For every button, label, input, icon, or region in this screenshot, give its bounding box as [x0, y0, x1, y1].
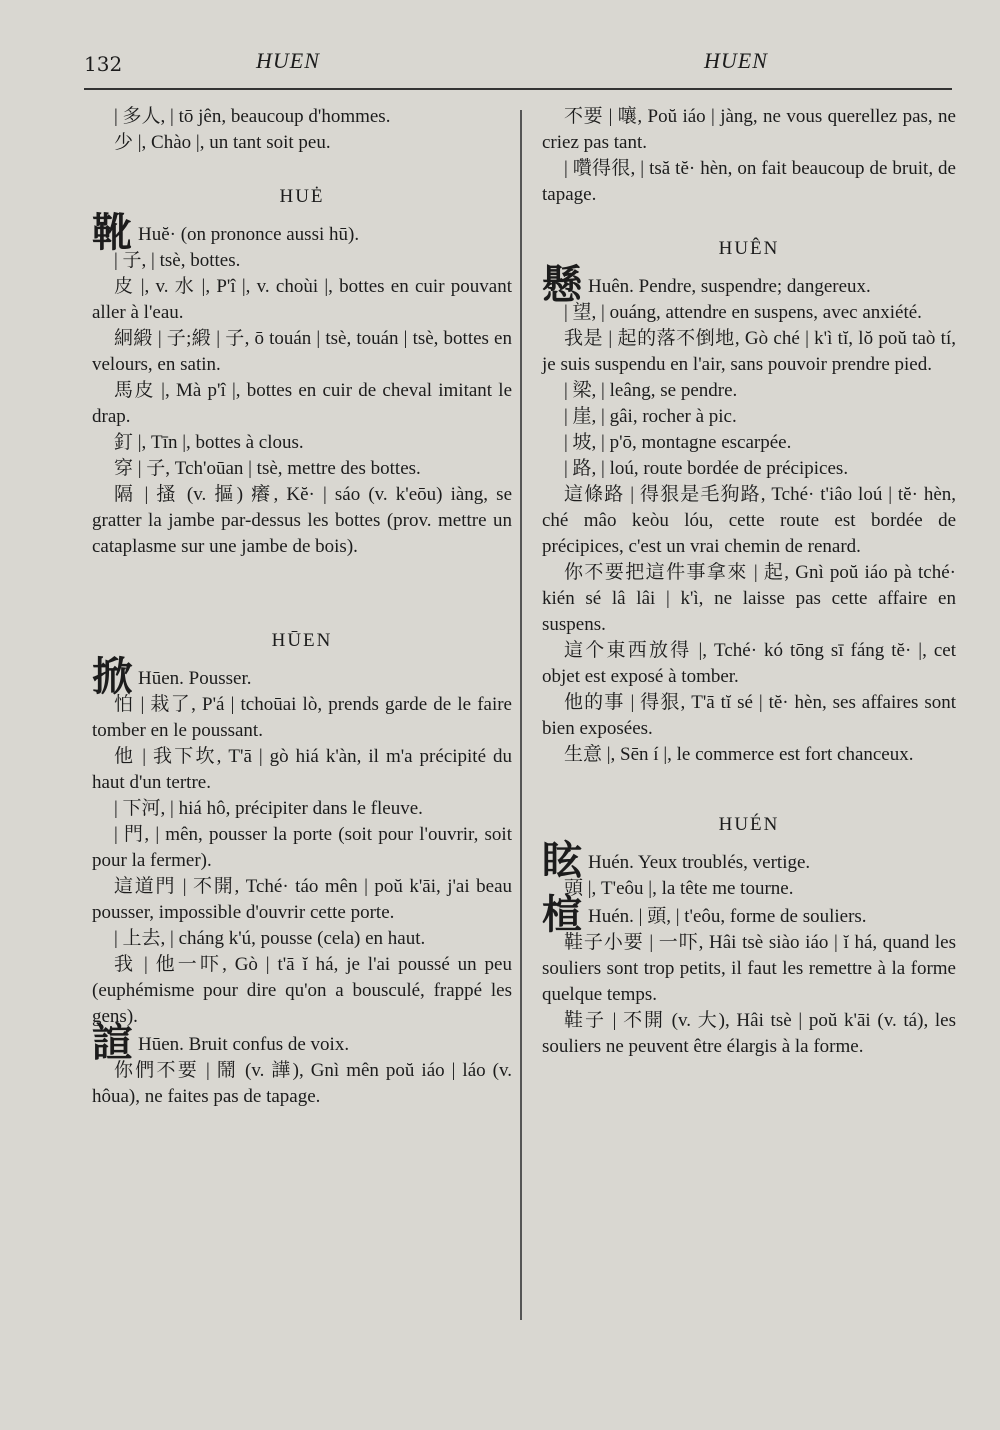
head-entry [92, 210, 512, 256]
section-heading-huen: HUÉN [718, 814, 780, 835]
entry-line: 釘 |, Tīn |, bottes à clous. [114, 432, 304, 453]
entry-line: 他 | 我下坎, T'ā | gò hiá k'àn, il m'a précipité du haut d'un tertre. [92, 746, 512, 793]
page-number: 132 [84, 52, 123, 76]
right-headword: HUEN [704, 48, 768, 73]
spacer [542, 768, 956, 784]
entry-line: 你們不要 | 鬧 (v. 譁), Gnì mên poŭ iáo | láo (v. hôua), ne faites pas de tapage. [92, 1060, 512, 1107]
head-character: 楦 [542, 892, 582, 938]
entry-line: | 上去, | cháng k'ú, pousse (cela) en haut. [114, 928, 426, 949]
entry-line: 皮 |, v. 水 |, P'î |, v. choùi |, bottes en cuir pouvant aller à l'eau. [92, 276, 512, 323]
entry-line: | 梁, | leâng, se pendre. [564, 380, 738, 401]
spacer [92, 560, 512, 600]
entry-line: | 崖, | gâi, rocher à pic. [564, 406, 737, 427]
head-definition: Huĕ· (on prononce aussi hū). [138, 224, 360, 245]
entry-line: 穿 | 子, Tch'oūan | tsè, mettre des bottes. [114, 458, 421, 479]
section-heading-huen: HŪEN [271, 630, 333, 651]
entry-line: 你不要把這件事拿來 | 起, Gnì poŭ iáo pà tché· kién sé lâ lâi | k'ì, ne laisse pas cette affaire en suspens. [542, 562, 956, 635]
head-definition: Huén. Yeux troublés, vertige. [588, 852, 811, 873]
head-entry [542, 838, 956, 884]
entry-line: | 囋得很, | tsă tĕ· hèn, on fait beaucoup de bruit, de tapage. [542, 158, 956, 205]
head-definition: Hūen. Bruit confus de voix. [138, 1034, 350, 1055]
header-rule [84, 88, 952, 90]
running-head [0, 44, 1000, 78]
entry-line: 怕 | 栽了, P'á | tchoūai lò, prends garde de le faire tomber en le poussant. [92, 694, 512, 741]
entry-line: 生意 |, Sēn í |, le commerce est fort chanceux. [564, 744, 914, 765]
section-heading-hue: HUĖ [279, 186, 325, 207]
head-entry [542, 892, 956, 938]
entry-line: | 路, | loú, route bordée de précipices. [564, 458, 849, 479]
entry-line: | 坡, | p'ō, montagne escarpée. [564, 432, 792, 453]
head-character: 眩 [542, 838, 582, 884]
head-character: 靴 [92, 210, 132, 256]
head-definition: Huên. Pendre, suspendre; dangereux. [588, 276, 871, 297]
entry-line: 馬皮 |, Mà p'î |, bottes en cuir de cheval imitant le drap. [92, 380, 512, 427]
entry-line: 我 | 他一吓, Gò | t'ā ĭ há, je l'ai poussé un peu (euphémisme pour dire qu'on a bousculé, frappé les gens). [92, 954, 512, 1027]
entry-line: | 多人, | tō jên, beaucoup d'hommes. [114, 106, 391, 127]
left-headword: HUEN [256, 48, 320, 73]
entry-line: | 子, | tsè, bottes. [114, 250, 241, 271]
entry-line: 鞋子小要 | 一吓, Hâi tsè siào iáo | ĭ há, quand les souliers sont trop petits, il faut les remettre à la forme quelque temps. [542, 932, 956, 1005]
entry-line: 這條路 | 得狠是毛狗路, Tché· t'iâo loú | tĕ· hèn, ché mâo keòu lóu, cette route est bordée de précipices, c'est un vrai chemin de renard. [542, 484, 956, 557]
entry-line: 這个東西放得 |, Tché· kó tōng sī fáng tĕ· |, cet objet est exposé à tomber. [542, 640, 956, 687]
entry-line: | 下河, | hiá hô, précipiter dans le fleuve. [114, 798, 423, 819]
section-heading-huen: HUÊN [718, 238, 780, 259]
right-column [542, 104, 956, 1060]
entry-line: 不要 | 嚷, Poŭ iáo | jàng, ne vous querellez pas, ne criez pas tant. [542, 106, 956, 153]
head-entry [92, 1020, 512, 1066]
head-entry [92, 654, 512, 700]
head-definition: Huén. | 頭, | t'eôu, forme de souliers. [588, 906, 867, 927]
entry-line: 鞋子 | 不開 (v. 大), Hâi tsè | poŭ k'āi (v. tá), les souliers ne peuvent être élargis à la forme. [542, 1010, 956, 1057]
entry-line: 我是 | 起的落不倒地, Gò ché | k'ì tĭ, lŏ poŭ taò tí, je suis suspendu en l'air, sans pouvoir prendre pied. [542, 328, 956, 375]
entry-line: 頭 |, T'eôu |, la tête me tourne. [564, 878, 794, 899]
entry-line: | 門, | mên, pousser la porte (soit pour l'ouvrir, soit pour la fermer). [92, 824, 512, 871]
head-character: 掀 [92, 654, 132, 700]
entry-line: 少 |, Chào |, un tant soit peu. [114, 132, 331, 153]
head-character: 諠 [92, 1020, 132, 1066]
entry-line: 絅緞 | 子;緞 | 子, ō touán | tsè, touán | tsè, bottes en velours, en satin. [92, 328, 512, 375]
column-divider [520, 110, 522, 1320]
entry-line: 這道門 | 不開, Tché· táo mên | poŭ k'āi, j'ai beau pousser, impossible d'ouvrir cette porte. [92, 876, 512, 923]
entry-line: | 望, | ouáng, attendre en suspens, avec anxiété. [564, 302, 922, 323]
entry-line: 他的事 | 得狠, T'ā tĭ sé | tĕ· hèn, ses affaires sont bien exposées. [542, 692, 956, 739]
head-entry [542, 262, 956, 308]
head-character: 懸 [542, 262, 582, 308]
entry-line: 隔 | 搔 (v. 摳) 癢, Kĕ· | sáo (v. k'eōu) iàng, se gratter la jambe par-dessus les bottes (prov. mettre un cataplasme sur une jambe de bois). [92, 484, 512, 557]
head-definition: Hūen. Pousser. [138, 668, 252, 689]
left-column [92, 104, 512, 1110]
